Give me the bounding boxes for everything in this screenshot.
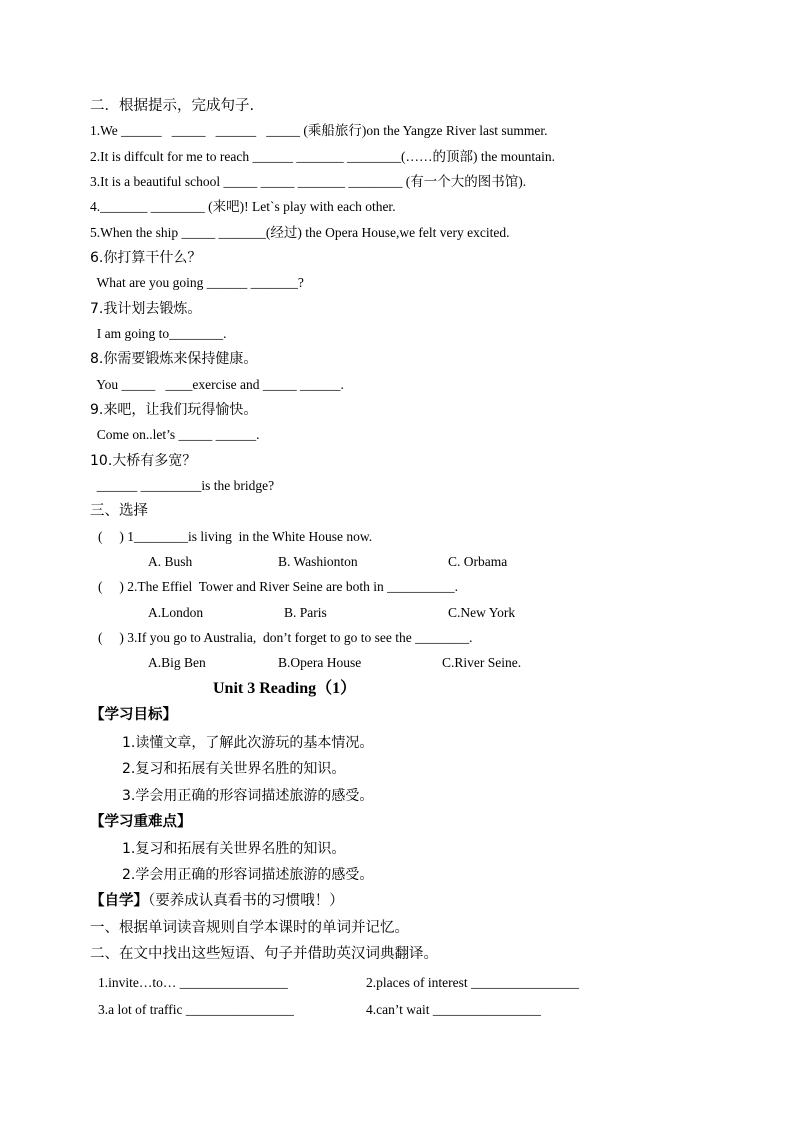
exercise-line: ______ _________is the bridge? bbox=[90, 478, 275, 493]
keypoint-item: 2.学会用正确的形容词描述旅游的感受。 bbox=[122, 867, 374, 883]
self-study-item: 一、根据单词读音规则自学本课时的单词并记忆。 bbox=[90, 920, 409, 936]
exercise-line: 10.大桥有多宽？ bbox=[90, 453, 197, 469]
phrase-item: 2.places of interest ________________ bbox=[366, 975, 579, 990]
exercise-line: Come on..let’s _____ ______. bbox=[90, 427, 260, 442]
goal-item: 1.读懂文章，了解此次游玩的基本情况。 bbox=[122, 735, 374, 751]
phrase-item: 1.invite…to… ________________ bbox=[98, 975, 288, 990]
option: B. Washionton bbox=[278, 554, 358, 569]
exercise-line: 8.你需要锻炼来保持健康。 bbox=[90, 351, 258, 367]
exercise-line: I am going to________. bbox=[90, 326, 227, 341]
page-title: Unit 3 Reading（1） bbox=[213, 680, 357, 697]
goal-item: 2.复习和拓展有关世界名胜的知识。 bbox=[122, 761, 346, 777]
exercise-line: You _____ ____exercise and _____ ______. bbox=[90, 377, 344, 392]
option: A.London bbox=[148, 605, 204, 620]
exercise-line: 3.It is a beautiful school _____ _____ _______ ________ (有一个大的图书馆). bbox=[90, 174, 527, 189]
option: A.Big Ben bbox=[148, 655, 206, 670]
exercise-line: 2.It is diffcult for me to reach ______ _______ ________(……的顶部) the mountain. bbox=[90, 149, 556, 164]
question-stem: ( ) 2.The Effiel Tower and River Seine are both in __________. bbox=[98, 579, 458, 594]
exercise-line: 4._______ ________ (来吧)! Let`s play with each other. bbox=[90, 199, 396, 214]
exercise-line: 5.When the ship _____ _______(经过) the Opera House,we felt very excited. bbox=[90, 225, 510, 240]
phrase-item: 4.can’t wait ________________ bbox=[366, 1002, 541, 1017]
exercise-line: 9.来吧，让我们玩得愉快。 bbox=[90, 402, 258, 418]
section-heading: 二．根据提示，完成句子. bbox=[90, 98, 255, 114]
option: B. Paris bbox=[284, 605, 327, 620]
option: A. Bush bbox=[148, 554, 193, 569]
option: C.New York bbox=[448, 605, 516, 620]
self-study-note: （要养成认真看书的习惯哦！） bbox=[148, 893, 344, 909]
keypoint-item: 1.复习和拓展有关世界名胜的知识。 bbox=[122, 841, 346, 857]
phrase-item: 3.a lot of traffic ________________ bbox=[98, 1002, 294, 1017]
exercise-line: 1.We ______ _____ ______ _____ (乘船旅行)on the Yangze River last summer. bbox=[90, 123, 548, 138]
keypoints-heading: 【学习重难点】 bbox=[90, 814, 192, 830]
option: B.Opera House bbox=[278, 655, 362, 670]
question-stem: ( ) 3.If you go to Australia, don’t forget to go to see the ________. bbox=[98, 630, 473, 645]
exercise-line: What are you going ______ _______? bbox=[90, 275, 304, 290]
goals-heading: 【学习目标】 bbox=[90, 707, 177, 723]
goal-item: 3.学会用正确的形容词描述旅游的感受。 bbox=[122, 788, 374, 804]
exercise-line: 7.我计划去锻炼。 bbox=[90, 301, 202, 317]
section-heading: 三、选择 bbox=[90, 503, 148, 519]
option: C. Orbama bbox=[448, 554, 508, 569]
exercise-line: 6.你打算干什么？ bbox=[90, 250, 202, 266]
self-study-label: 【自学】 bbox=[90, 893, 148, 909]
question-stem: ( ) 1________is living in the White House now. bbox=[98, 529, 373, 544]
option: C.River Seine. bbox=[442, 655, 522, 670]
self-study-heading bbox=[90, 892, 344, 910]
self-study-item: 二、在文中找出这些短语、句子并借助英汉词典翻译。 bbox=[90, 946, 438, 962]
